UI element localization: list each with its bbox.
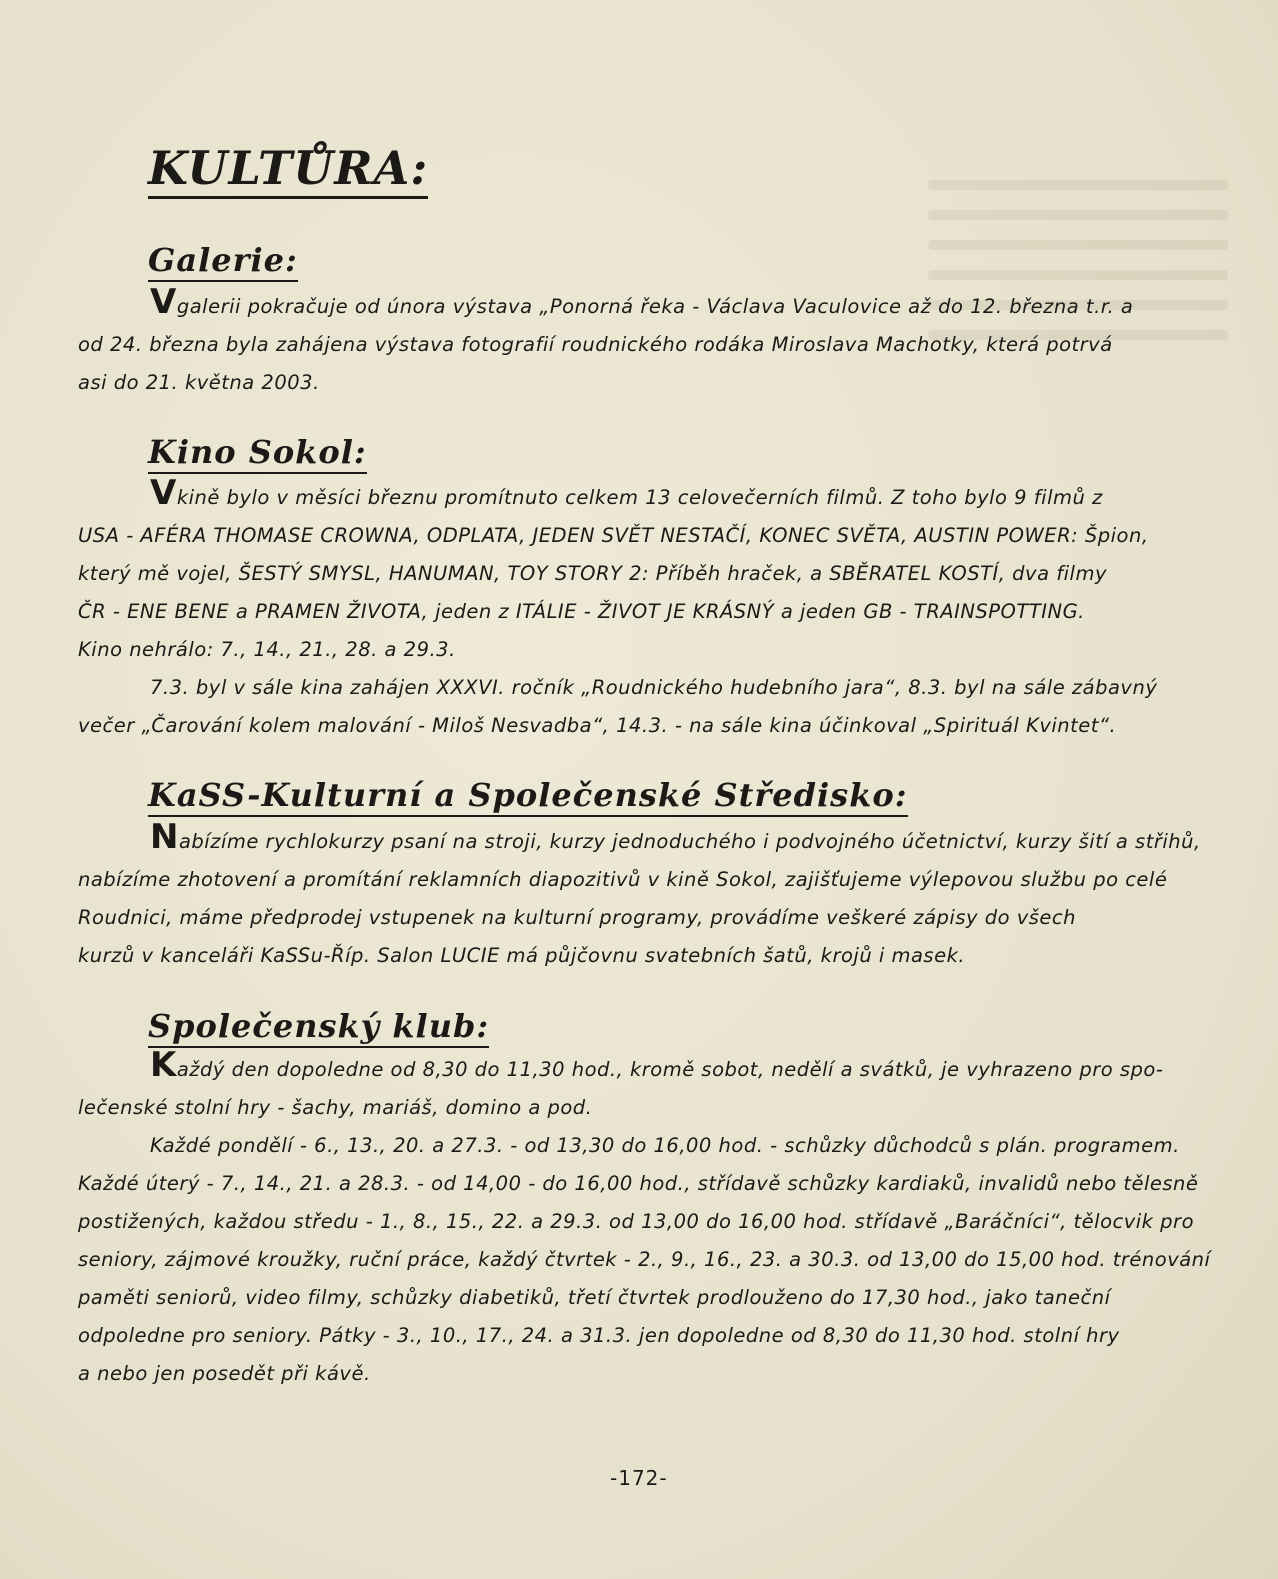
section-body-spolecensky-klub <box>78 1045 1211 1393</box>
text-line: večer „Čarování kolem malování - Miloš Nesvadba“, 14.3. - na sále kina účinkoval „Spirituál Kvintet“. <box>78 714 1117 737</box>
text-line: postižených, každou středu - 1., 8., 15., 22. a 29.3. od 13,00 do 16,00 hod. střídavě „Baráčníci“, tělocvik pro <box>78 1210 1195 1233</box>
section-heading-galerie: Galerie: <box>148 240 298 282</box>
text-line: Vgalerii pokračuje od února výstava „Ponorná řeka - Václava Vaculovice až do 12. března t.r. a <box>150 282 1134 322</box>
page-number: -172- <box>610 1466 668 1490</box>
text-line: Vkině bylo v měsíci březnu promítnuto celkem 13 celovečerních filmů. Z toho bylo 9 filmů z <box>150 473 1103 513</box>
text-line: Každé pondělí - 6., 13., 20. a 27.3. - od 13,30 do 16,00 hod. - schůzky důchodců s plán. programem. <box>150 1134 1180 1157</box>
text-line: Každé úterý - 7., 14., 21. a 28.3. - od 14,00 - do 16,00 hod., střídavě schůzky kardiaků, invalidů nebo tělesně <box>78 1172 1199 1195</box>
text-line: kurzů v kanceláři KaSSu-Říp. Salon LUCIE má půjčovnu svatebních šatů, krojů i masek. <box>78 944 966 967</box>
text-line: Každý den dopoledne od 8,30 do 11,30 hod., kromě sobot, nedělí a svátků, je vyhrazeno pro spo- <box>150 1045 1164 1085</box>
section-body-kino-sokol <box>78 474 1178 745</box>
text-line: 7.3. byl v sále kina zahájen XXXVI. ročník „Roudnického hudebního jara“, 8.3. byl na sále zábavný <box>150 676 1158 699</box>
dropcap: V <box>150 282 177 322</box>
text-line: který mě vojel, ŠESTÝ SMYSL, HANUMAN, TOY STORY 2: Příběh hraček, a SBĚRATEL KOSTÍ, dva filmy <box>78 562 1107 585</box>
text-line: nabízíme zhotovení a promítání reklamních diapozitivů v kině Sokol, zajišťujeme výlepovou službu po celé <box>78 868 1168 891</box>
text-line: odpoledne pro seniory. Pátky - 3., 10., 17., 24. a 31.3. jen dopoledne od 8,30 do 11,30 hod. stolní hry <box>78 1324 1120 1347</box>
dropcap: V <box>150 473 177 513</box>
text-line: Nabízíme rychlokurzy psaní na stroji, kurzy jednoduchého i podvojného účetnictví, kurzy šití a střihů, <box>150 817 1201 857</box>
text-line: lečenské stolní hry - šachy, mariáš, domino a pod. <box>78 1096 593 1119</box>
page-title: KULTŮRA: <box>148 140 428 199</box>
dropcap: N <box>150 817 179 857</box>
section-body-kass <box>78 817 1201 975</box>
text-line: Roudnici, máme předprodej vstupenek na kulturní programy, provádíme veškeré zápisy do všech <box>78 906 1077 929</box>
text-line: ČR - ENE BENE a PRAMEN ŽIVOTA, jeden z ITÁLIE - ŽIVOT JE KRÁSNÝ a jeden GB - TRAINSPOTTING. <box>78 600 1085 623</box>
section-heading-kino-sokol: Kino Sokol: <box>148 432 367 474</box>
text-line: seniory, zájmové kroužky, ruční práce, každý čtvrtek - 2., 9., 16., 23. a 30.3. od 13,00 do 15,00 hod. trénování <box>78 1248 1211 1271</box>
text-line: asi do 21. května 2003. <box>78 371 320 394</box>
text-line: od 24. března byla zahájena výstava fotografií roudnického rodáka Miroslava Machotky, která potrvá <box>78 333 1113 356</box>
text-line: USA - AFÉRA THOMASE CROWNA, ODPLATA, JEDEN SVĚT NESTAČÍ, KONEC SVĚTA, AUSTIN POWER: Špion, <box>78 524 1149 547</box>
section-heading-spolecensky-klub: Společenský klub: <box>148 1006 489 1048</box>
text-line: a nebo jen posedět při kávě. <box>78 1362 371 1385</box>
text-line: Kino nehrálo: 7., 14., 21., 28. a 29.3. <box>78 638 456 661</box>
dropcap: K <box>150 1045 177 1085</box>
section-heading-kass: KaSS-Kulturní a Společenské Středisko: <box>148 775 908 817</box>
section-body-galerie <box>78 283 1178 402</box>
text-line: paměti seniorů, video filmy, schůzky diabetiků, třetí čtvrtek prodlouženo do 17,30 hod., jako taneční <box>78 1286 1111 1309</box>
